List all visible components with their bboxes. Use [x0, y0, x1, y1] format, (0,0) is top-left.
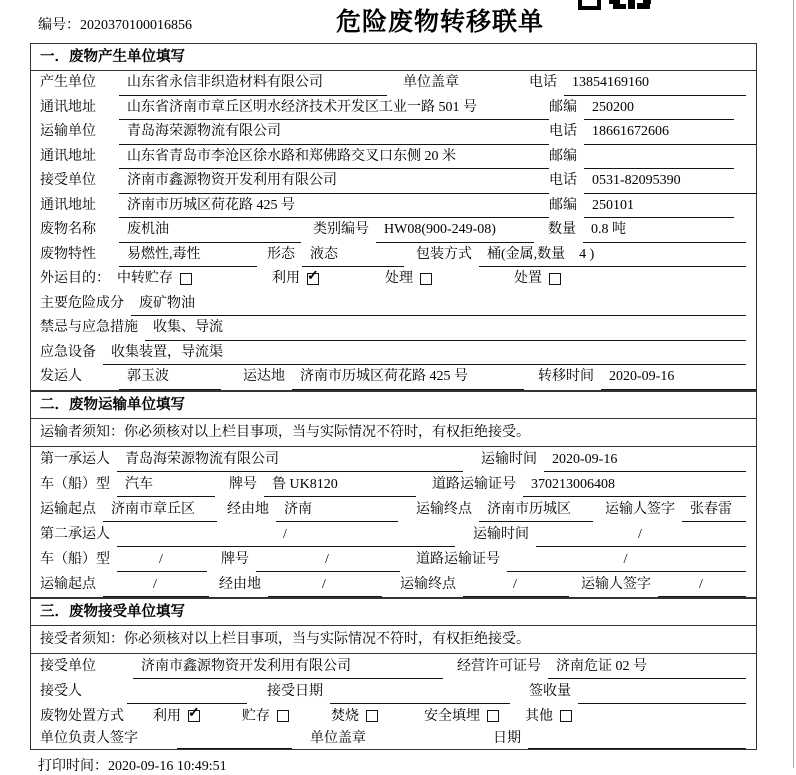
row-waste-property — [31, 243, 756, 268]
endpoint-label: 运输终点 — [400, 576, 456, 592]
row-hazard-component — [31, 292, 756, 317]
address-label: 通讯地址 — [40, 197, 96, 213]
print-time-value: 2020-09-16 10:49:51 — [108, 758, 227, 774]
plate-label: 牌号 — [221, 551, 249, 567]
transfer-purpose-label: 外运目的： — [40, 271, 110, 286]
row-first-carrier — [31, 447, 756, 472]
transport-time-label: 运输时间 — [481, 451, 537, 467]
row-producer-address — [31, 96, 756, 121]
carrier-signature-field: / — [658, 572, 746, 597]
receiver-label: 接受单位 — [40, 173, 96, 188]
license-field: 济南危证 02 号 — [548, 654, 746, 679]
row-disposal-method — [31, 704, 756, 729]
checkbox-icon — [188, 710, 200, 722]
receiver-field: 济南市鑫源物资开发利用有限公司 — [119, 169, 549, 194]
transport-time-field: / — [536, 522, 746, 547]
producer-label: 产生单位 — [40, 75, 96, 90]
accept-date-label: 接受日期 — [267, 683, 323, 699]
print-time-label: 打印时间： — [38, 758, 108, 774]
transfer-time-label: 转移时间 — [538, 369, 594, 384]
category-code-field: HW08(900-249-08) — [376, 218, 534, 243]
vehicle-type-label: 车（船）型 — [40, 476, 110, 492]
road-permit-field: / — [507, 547, 746, 572]
option-label: 处理 — [385, 271, 413, 286]
transport-time-field: 2020-09-16 — [544, 447, 746, 472]
receiver-zip-field: 250101 — [584, 194, 734, 219]
transporter-zip-field — [584, 145, 734, 170]
checkbox-icon — [307, 273, 319, 285]
packing-field: 桶(金属,数量 4 ) — [479, 243, 746, 268]
producer-address-field: 山东省济南市章丘区明水经济技术开发区工业一路 501 号 — [119, 96, 549, 121]
destination-label: 运达地 — [243, 369, 285, 384]
receiver-notice: 接受者须知：你必须核对以上栏目事项，当与实际情况不符时，有权拒绝接受。 — [31, 626, 756, 654]
packing-label: 包装方式 — [416, 246, 472, 262]
section-transport — [30, 391, 757, 598]
row-waste-name — [31, 218, 756, 243]
section1-header: 一．废物产生单位填写 — [31, 44, 756, 71]
checkbox-icon — [420, 273, 432, 285]
disposal-option-other — [525, 704, 572, 729]
document-header — [0, 0, 796, 43]
hazard-component-field: 废矿物油 — [131, 292, 746, 317]
plate-field: 鲁 UK8120 — [264, 472, 416, 497]
phone-label: 电话 — [549, 124, 577, 139]
phone-label: 电话 — [529, 75, 557, 90]
address-label: 通讯地址 — [40, 148, 96, 164]
hazard-component-label: 主要危险成分 — [40, 295, 124, 311]
row-responsible-signature — [31, 729, 756, 749]
responsible-signature-label: 单位负责人签字 — [40, 730, 138, 746]
serial-value: 2020370100016856 — [80, 18, 192, 33]
road-permit-label: 道路运输证号 — [416, 551, 500, 567]
purpose-option-dispose — [514, 267, 561, 292]
form-field: 液态 — [302, 243, 404, 268]
date-label: 日期 — [493, 730, 521, 746]
address-label: 通讯地址 — [40, 99, 96, 115]
emergency-equipment-field: 收集装置，导流渠 — [103, 341, 746, 366]
receiving-unit-label: 接受单位 — [40, 658, 96, 674]
serial-label: 编号： — [38, 18, 80, 33]
row-transporter-address — [31, 145, 756, 170]
checkbox-icon — [549, 273, 561, 285]
producer-phone-field: 13854169160 — [564, 71, 746, 96]
row-emergency-equipment — [31, 341, 756, 366]
purpose-option-utilize — [272, 267, 319, 292]
row-second-carrier — [31, 522, 756, 547]
carrier-signature-label: 运输人签字 — [581, 576, 651, 592]
endpoint-field: / — [463, 572, 569, 597]
quantity-field: 0.8 吨 — [583, 218, 746, 243]
row-receiver — [31, 169, 756, 194]
disposal-method-label: 废物处置方式 — [40, 708, 124, 724]
receiver-phone-field: 0531-82095390 — [584, 169, 756, 194]
row-shipper — [31, 365, 756, 390]
row-producer — [31, 71, 756, 96]
vehicle-type-field: / — [117, 547, 207, 572]
waste-property-label: 废物特性 — [40, 246, 96, 262]
transporter-field: 青岛海荣源物流有限公司 — [119, 120, 549, 145]
option-label: 其他 — [525, 708, 553, 724]
vehicle-type-field: 汽车 — [117, 472, 215, 497]
row-transport-route-2 — [31, 572, 756, 597]
form-label: 形态 — [267, 246, 295, 262]
purpose-option-storage — [117, 267, 192, 292]
endpoint-field: 济南市历城区 — [479, 497, 593, 522]
row-transport-route — [31, 497, 756, 522]
print-time — [38, 755, 796, 775]
origin-field: / — [103, 572, 209, 597]
unit-seal-label: 单位盖章 — [403, 75, 459, 90]
disposal-option-landfill — [424, 704, 499, 729]
row-acceptor — [31, 679, 756, 704]
date-field — [528, 729, 746, 749]
row-receiver-address — [31, 194, 756, 219]
row-vehicle-type — [31, 472, 756, 497]
option-label: 安全填埋 — [424, 708, 480, 724]
responsible-signature-field — [177, 729, 292, 749]
zip-label: 邮编 — [549, 197, 577, 213]
via-label: 经由地 — [227, 501, 269, 517]
second-carrier-label: 第二承运人 — [40, 526, 110, 542]
option-label: 贮存 — [242, 708, 270, 724]
transporter-address-field: 山东省青岛市李沧区徐水路和郑佛路交叉口东侧 20 米 — [119, 145, 549, 170]
road-permit-field: 370213006408 — [523, 472, 746, 497]
emergency-measures-field: 收集、导流 — [145, 316, 746, 341]
quantity-label: 数量 — [548, 222, 576, 237]
row-vehicle-type-2 — [31, 547, 756, 572]
option-label: 中转贮存 — [117, 271, 173, 286]
acceptor-field — [127, 679, 247, 704]
row-emergency-measures — [31, 316, 756, 341]
receiver-address-field: 济南市历城区荷花路 425 号 — [119, 194, 549, 219]
carrier-signature-label: 运输人签字 — [605, 501, 675, 517]
transporter-phone-field: 18661672606 — [584, 120, 756, 145]
plate-field: / — [256, 547, 400, 572]
endpoint-label: 运输终点 — [416, 501, 472, 517]
checkbox-icon — [366, 710, 378, 722]
section-producer — [30, 43, 757, 391]
row-transfer-purpose — [31, 267, 756, 292]
shipper-label: 发运人 — [40, 369, 82, 384]
section-receiver — [30, 598, 757, 750]
category-code-label: 类别编号 — [313, 222, 369, 237]
row-receiving-unit — [31, 654, 756, 679]
signed-quantity-field — [578, 679, 746, 704]
qr-code-fragment — [578, 0, 652, 10]
option-label: 处置 — [514, 271, 542, 286]
option-label: 焚烧 — [331, 708, 359, 724]
plate-label: 牌号 — [229, 476, 257, 492]
transporter-notice: 运输者须知：你必须核对以上栏目事项，当与实际情况不符时，有权拒绝接受。 — [31, 419, 756, 447]
emergency-equipment-label: 应急设备 — [40, 344, 96, 360]
emergency-measures-label: 禁忌与应急措施 — [40, 320, 138, 335]
first-carrier-field: 青岛海荣源物流有限公司 — [117, 447, 463, 472]
via-field: / — [268, 572, 382, 597]
via-field: 济南 — [276, 497, 398, 522]
producer-field: 山东省永信非织造材料有限公司 — [119, 71, 387, 96]
disposal-option-utilize — [153, 704, 200, 729]
acceptor-label: 接受人 — [40, 683, 82, 699]
option-label: 利用 — [153, 708, 181, 724]
second-carrier-field: / — [117, 522, 455, 547]
phone-label: 电话 — [549, 173, 577, 188]
zip-label: 邮编 — [549, 148, 577, 164]
purpose-option-treat — [385, 267, 432, 292]
section3-header: 三．废物接受单位填写 — [31, 599, 756, 626]
road-permit-label: 道路运输证号 — [432, 476, 516, 492]
origin-field: 济南市章丘区 — [103, 497, 217, 522]
carrier-signature-field: 张春雷 — [682, 497, 746, 522]
checkbox-icon — [560, 710, 572, 722]
waste-name-field: 废机油 — [119, 218, 301, 243]
shipper-field: 郭玉波 — [119, 365, 221, 390]
license-label: 经营许可证号 — [457, 658, 541, 674]
checkbox-icon — [277, 710, 289, 722]
zip-label: 邮编 — [549, 99, 577, 115]
checkbox-icon — [487, 710, 499, 722]
waste-name-label: 废物名称 — [40, 222, 96, 237]
disposal-option-incinerate — [331, 704, 378, 729]
page-title: 危险废物转移联单 — [335, 9, 544, 36]
first-carrier-label: 第一承运人 — [40, 451, 110, 467]
unit-seal-label: 单位盖章 — [310, 730, 366, 746]
receiving-unit-field: 济南市鑫源物资开发利用有限公司 — [133, 654, 443, 679]
signed-quantity-label: 签收量 — [529, 683, 571, 699]
option-label: 利用 — [272, 271, 300, 286]
transporter-label: 运输单位 — [40, 124, 96, 139]
origin-label: 运输起点 — [40, 576, 96, 592]
disposal-option-storage — [242, 704, 289, 729]
origin-label: 运输起点 — [40, 501, 96, 517]
section2-header: 二．废物运输单位填写 — [31, 392, 756, 419]
page-edge-line — [793, 0, 794, 768]
row-transporter — [31, 120, 756, 145]
transport-time-label: 运输时间 — [473, 526, 529, 542]
waste-property-field: 易燃性,毒性 — [119, 243, 257, 268]
checkbox-icon — [180, 273, 192, 285]
producer-zip-field: 250200 — [584, 96, 734, 121]
destination-field: 济南市历城区荷花路 425 号 — [292, 365, 524, 390]
transfer-time-field: 2020-09-16 — [601, 365, 756, 390]
vehicle-type-label: 车（船）型 — [40, 551, 110, 567]
via-label: 经由地 — [219, 576, 261, 592]
accept-date-field — [330, 679, 510, 704]
